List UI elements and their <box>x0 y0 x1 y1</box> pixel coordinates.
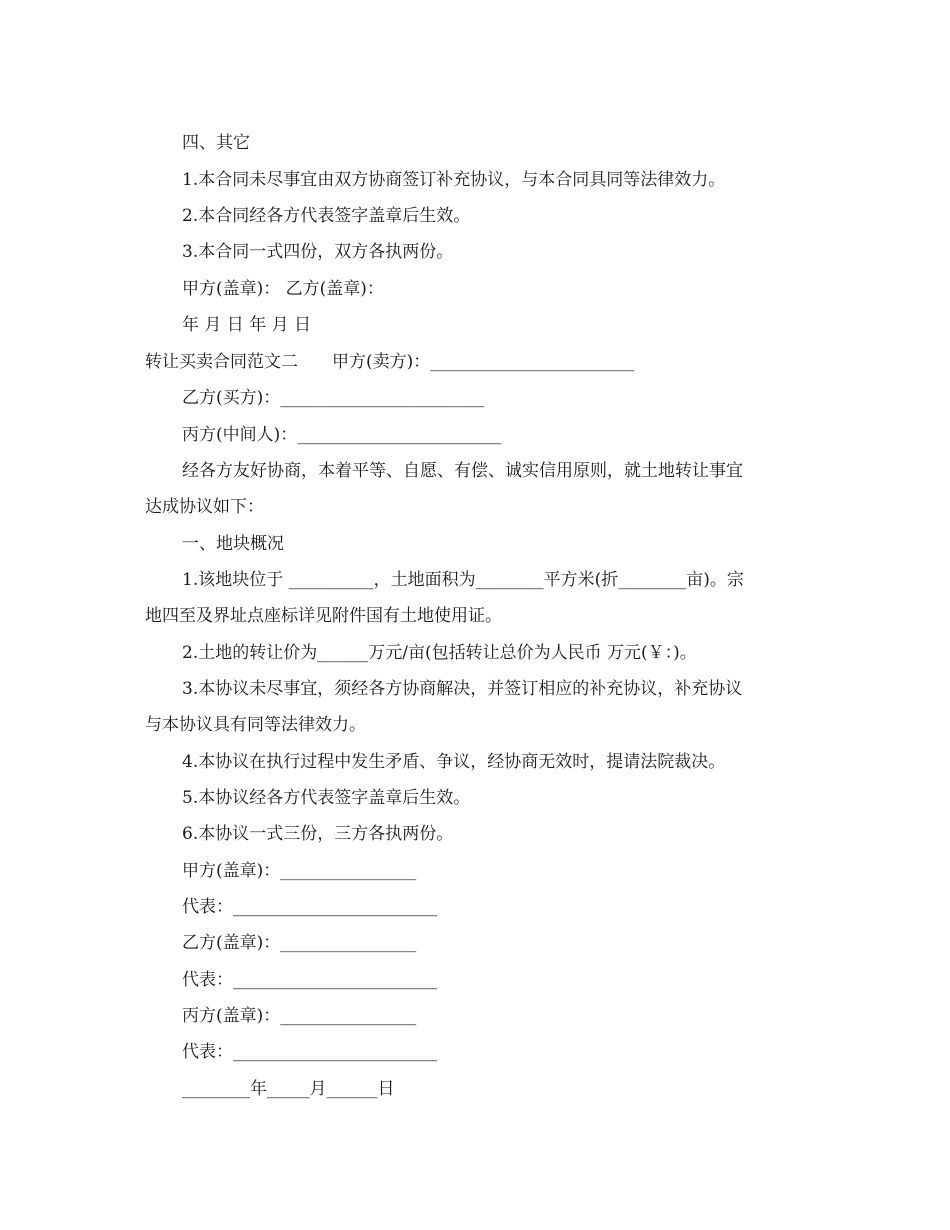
item-4: 4.本协议在执行过程中发生矛盾、争议，经协商无效时，提请法院裁决。 <box>182 752 726 772</box>
signature-dates-line: 年 月 日 年 月 日 <box>182 315 312 335</box>
section-1-heading: 一、地块概况 <box>182 534 284 554</box>
signature-party-c: 丙方(盖章)：________________ <box>182 1006 417 1026</box>
section-4-item-2: 2.本合同经各方代表签字盖章后生效。 <box>182 206 471 226</box>
party-c-line: 丙方(中间人)：________________________ <box>182 425 502 445</box>
intro-paragraph-line-2: 达成协议如下： <box>145 497 264 517</box>
item-6: 6.本协议一式三份，三方各执两份。 <box>182 824 454 844</box>
signature-date-line: ________年_____月______日 <box>182 1079 395 1099</box>
intro-paragraph-line-1: 经各方友好协商，本着平等、自愿、有偿、诚实信用原则，就土地转让事宜 <box>182 461 743 481</box>
signature-party-b: 乙方(盖章)：________________ <box>182 933 417 953</box>
section-4-item-1: 1.本合同未尽事宜由双方协商签订补充协议，与本合同具同等法律效力。 <box>182 170 726 190</box>
template-2-title-line: 转让买卖合同范文二 甲方(卖方)：________________________ <box>145 352 635 372</box>
signature-party-b-representative: 代表：________________________ <box>182 970 437 990</box>
item-5: 5.本协议经各方代表签字盖章后生效。 <box>182 788 471 808</box>
section-4-heading: 四、其它 <box>182 133 250 153</box>
item-3-line-2: 与本协议具有同等法律效力。 <box>145 715 366 735</box>
signature-parties-line: 甲方(盖章)： 乙方(盖章)： <box>182 279 384 299</box>
signature-party-a: 甲方(盖章)：________________ <box>182 861 417 881</box>
item-1-line-2: 地四至及界址点座标详见附件国有土地使用证。 <box>145 606 502 626</box>
item-1-line-1: 1.该地块位于 __________，土地面积为________平方米(折________亩)。宗 <box>182 570 744 590</box>
section-4-item-3: 3.本合同一式四份，双方各执两份。 <box>182 242 454 262</box>
party-b-line: 乙方(买方)：________________________ <box>182 388 485 408</box>
signature-party-c-representative: 代表：________________________ <box>182 1042 437 1062</box>
item-2: 2.土地的转让价为______万元/亩(包括转让总价为人民币 万元(￥：)。 <box>182 643 697 663</box>
signature-party-a-representative: 代表：________________________ <box>182 897 437 917</box>
item-3-line-1: 3.本协议未尽事宜，须经各方协商解决，并签订相应的补充协议，补充协议 <box>182 679 743 699</box>
